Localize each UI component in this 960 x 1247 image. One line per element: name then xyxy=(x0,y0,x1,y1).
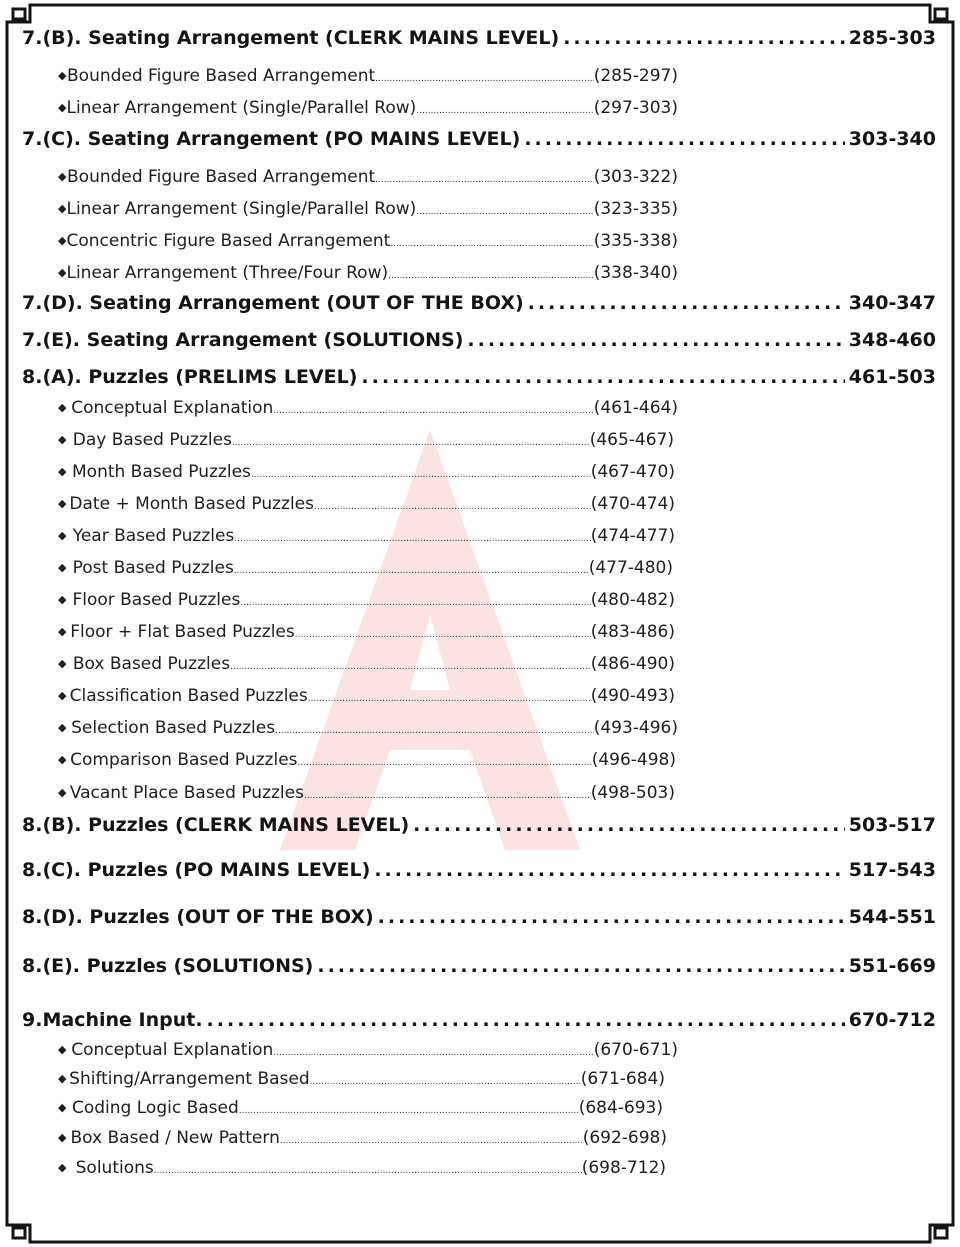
page-range: (486-490) xyxy=(590,654,675,674)
page-range: (477-480) xyxy=(588,558,673,578)
subentry-label: Classification Based Puzzles xyxy=(69,686,308,706)
subentry-label: Conceptual Explanation xyxy=(71,398,274,418)
subentry-label: Vacant Place Based Puzzles xyxy=(69,783,304,803)
toc-heading xyxy=(22,366,936,388)
dot-leader xyxy=(275,726,594,736)
toc-subentry xyxy=(58,66,678,86)
subentry-label: Box Based / New Pattern xyxy=(70,1128,280,1148)
page-range: (465-467) xyxy=(589,430,674,450)
page-range: 544-551 xyxy=(848,906,936,928)
dot-leader xyxy=(298,758,592,768)
diamond-bullet-icon: ◆ xyxy=(58,529,67,542)
diamond-bullet-icon: ◆ xyxy=(58,170,67,183)
toc-subentry xyxy=(58,750,676,770)
diamond-bullet-icon: ◆ xyxy=(58,1043,67,1056)
heading-title: (C). Puzzles (PO MAINS LEVEL) xyxy=(42,859,371,881)
subentry-label: Selection Based Puzzles xyxy=(71,718,276,738)
chapter-number: 7. xyxy=(22,329,43,351)
subentry-label: Box Based Puzzles xyxy=(72,654,231,674)
chapter-number: 8. xyxy=(22,366,43,388)
page-range: (285-297) xyxy=(593,66,678,86)
dot-leader xyxy=(234,566,589,576)
page-range: (461-464) xyxy=(593,398,678,418)
dot-leader xyxy=(154,1166,582,1176)
dot-leader xyxy=(240,598,590,608)
page-range: (490-493) xyxy=(590,686,675,706)
page-range: (338-340) xyxy=(593,263,678,283)
toc-subentry xyxy=(58,622,675,642)
toc-subentry xyxy=(58,167,678,187)
toc-heading xyxy=(22,128,936,150)
page-range: (670-671) xyxy=(593,1040,678,1060)
page-range: 670-712 xyxy=(848,1009,936,1031)
subentry-label: Linear Arrangement (Single/Parallel Row) xyxy=(66,199,417,219)
subentry-label: Conceptual Explanation xyxy=(71,1040,274,1060)
dot-leader xyxy=(230,662,591,672)
diamond-bullet-icon: ◆ xyxy=(58,202,67,215)
chapter-number: 7. xyxy=(22,27,43,49)
page-range: (698-712) xyxy=(581,1158,666,1178)
heading-title: (B). Seating Arrangement (CLERK MAINS LEVEL) xyxy=(42,27,560,49)
page-range: 285-303 xyxy=(848,27,936,49)
page-range: (323-335) xyxy=(593,199,678,219)
heading-title: (B). Puzzles (CLERK MAINS LEVEL) xyxy=(42,814,410,836)
dot-leader xyxy=(416,207,593,217)
subentry-label: Shifting/Arrangement Based xyxy=(69,1069,310,1089)
diamond-bullet-icon: ◆ xyxy=(58,101,67,114)
toc-subentry xyxy=(58,1158,666,1178)
chapter-number: 7. xyxy=(22,292,43,314)
dot-leader xyxy=(234,534,590,544)
page-range: 348-460 xyxy=(848,329,936,351)
toc-heading xyxy=(22,955,936,977)
dot-leader xyxy=(413,814,845,836)
toc-subentry xyxy=(58,526,675,546)
subentry-label: Linear Arrangement (Three/Four Row) xyxy=(66,263,389,283)
dot-leader xyxy=(295,630,591,640)
dot-leader xyxy=(207,1009,845,1031)
subentry-label: Post Based Puzzles xyxy=(72,558,234,578)
page-range: 461-503 xyxy=(848,366,936,388)
page-range: (483-486) xyxy=(590,622,675,642)
page-range: 551-669 xyxy=(848,955,936,977)
diamond-bullet-icon: ◆ xyxy=(58,69,67,82)
diamond-bullet-icon: ◆ xyxy=(58,786,67,799)
toc-subentry xyxy=(58,231,678,251)
dot-leader xyxy=(314,502,591,512)
dot-leader xyxy=(304,791,591,801)
page-range: (493-496) xyxy=(593,718,678,738)
dot-leader xyxy=(378,906,845,928)
page-range: (297-303) xyxy=(593,98,678,118)
page-range: 503-517 xyxy=(848,814,936,836)
heading-title: (D). Puzzles (OUT OF THE BOX) xyxy=(42,906,374,928)
dot-leader xyxy=(375,175,594,185)
subentry-label: Month Based Puzzles xyxy=(72,462,251,482)
dot-leader xyxy=(308,694,591,704)
diamond-bullet-icon: ◆ xyxy=(58,465,67,478)
toc-subentry xyxy=(58,654,675,674)
subentry-label: Solutions xyxy=(75,1158,154,1178)
dot-leader xyxy=(310,1077,581,1087)
subentry-label: Year Based Puzzles xyxy=(72,526,235,546)
dot-leader xyxy=(317,955,844,977)
diamond-bullet-icon: ◆ xyxy=(58,1072,67,1085)
page-range: (498-503) xyxy=(590,783,675,803)
diamond-bullet-icon: ◆ xyxy=(58,266,67,279)
dot-leader xyxy=(388,271,594,281)
subentry-label: Bounded Figure Based Arrangement xyxy=(67,167,376,187)
chapter-number: 9. xyxy=(22,1009,43,1031)
page-range: (303-322) xyxy=(593,167,678,187)
page-range: 303-340 xyxy=(848,128,936,150)
chapter-number: 8. xyxy=(22,955,43,977)
diamond-bullet-icon: ◆ xyxy=(58,1161,67,1174)
page-range: 517-543 xyxy=(848,859,936,881)
diamond-bullet-icon: ◆ xyxy=(58,1101,67,1114)
toc-heading xyxy=(22,906,936,928)
toc-heading xyxy=(22,814,936,836)
diamond-bullet-icon: ◆ xyxy=(58,401,67,414)
diamond-bullet-icon: ◆ xyxy=(58,657,67,670)
page-range: (470-474) xyxy=(590,494,675,514)
dot-leader xyxy=(524,128,844,150)
heading-title: (E). Seating Arrangement (SOLUTIONS) xyxy=(42,329,464,351)
toc-subentry xyxy=(58,398,678,418)
dot-leader xyxy=(273,406,593,416)
subentry-label: Bounded Figure Based Arrangement xyxy=(67,66,376,86)
dot-leader xyxy=(239,1106,579,1116)
dot-leader xyxy=(375,74,594,84)
toc-heading xyxy=(22,859,936,881)
toc-subentry xyxy=(58,1069,665,1089)
page-range: (467-470) xyxy=(590,462,675,482)
diamond-bullet-icon: ◆ xyxy=(58,689,67,702)
subentry-label: Comparison Based Puzzles xyxy=(70,750,298,770)
dot-leader xyxy=(273,1048,593,1058)
heading-title: (C). Seating Arrangement (PO MAINS LEVEL) xyxy=(42,128,521,150)
toc-subentry xyxy=(58,1128,667,1148)
toc-subentry xyxy=(58,263,678,283)
subentry-label: Floor Based Puzzles xyxy=(72,590,241,610)
dot-leader xyxy=(563,27,845,49)
subentry-label: Day Based Puzzles xyxy=(72,430,232,450)
heading-title: (D). Seating Arrangement (OUT OF THE BOX) xyxy=(42,292,524,314)
toc-subentry xyxy=(58,494,675,514)
toc-subentry xyxy=(58,462,675,482)
toc-subentry xyxy=(58,718,678,738)
page-range: (692-698) xyxy=(582,1128,667,1148)
toc-subentry xyxy=(58,558,673,578)
heading-title: (E). Puzzles (SOLUTIONS) xyxy=(42,955,314,977)
dot-leader xyxy=(361,366,844,388)
diamond-bullet-icon: ◆ xyxy=(58,234,67,247)
toc-subentry xyxy=(58,686,675,706)
toc-subentry xyxy=(58,430,674,450)
toc-subentry xyxy=(58,590,675,610)
diamond-bullet-icon: ◆ xyxy=(58,721,67,734)
diamond-bullet-icon: ◆ xyxy=(58,753,67,766)
dot-leader xyxy=(416,106,593,116)
page-range: (671-684) xyxy=(580,1069,665,1089)
dot-leader xyxy=(232,438,590,448)
diamond-bullet-icon: ◆ xyxy=(58,1131,67,1144)
toc-heading xyxy=(22,27,936,49)
toc-subentry xyxy=(58,1098,663,1118)
page-range: (335-338) xyxy=(593,231,678,251)
diamond-bullet-icon: ◆ xyxy=(58,593,67,606)
subentry-label: Concentric Figure Based Arrangement xyxy=(66,231,391,251)
page-range: (474-477) xyxy=(590,526,675,546)
toc-heading xyxy=(22,1009,936,1031)
diamond-bullet-icon: ◆ xyxy=(58,433,67,446)
dot-leader xyxy=(280,1136,583,1146)
toc-subentry xyxy=(58,98,678,118)
chapter-number: 7. xyxy=(22,128,43,150)
toc-heading xyxy=(22,292,936,314)
dot-leader xyxy=(390,239,593,249)
toc-subentry xyxy=(58,199,678,219)
dot-leader xyxy=(467,329,844,351)
dot-leader xyxy=(374,859,844,881)
chapter-number: 8. xyxy=(22,814,43,836)
diamond-bullet-icon: ◆ xyxy=(58,625,67,638)
heading-title: (A). Puzzles (PRELIMS LEVEL) xyxy=(42,366,358,388)
toc-subentry xyxy=(58,783,675,803)
diamond-bullet-icon: ◆ xyxy=(58,561,67,574)
chapter-number: 8. xyxy=(22,859,43,881)
subentry-label: Linear Arrangement (Single/Parallel Row) xyxy=(66,98,417,118)
subentry-label: Floor + Flat Based Puzzles xyxy=(70,622,295,642)
page-range: (480-482) xyxy=(590,590,675,610)
page-range: (496-498) xyxy=(591,750,676,770)
diamond-bullet-icon: ◆ xyxy=(58,497,67,510)
page-range: 340-347 xyxy=(848,292,936,314)
dot-leader xyxy=(251,470,591,480)
chapter-number: 8. xyxy=(22,906,43,928)
subentry-label: Coding Logic Based xyxy=(72,1098,239,1118)
heading-title: Machine Input. xyxy=(42,1009,203,1031)
toc-subentry xyxy=(58,1040,678,1060)
toc-heading xyxy=(22,329,936,351)
page-range: (684-693) xyxy=(578,1098,663,1118)
subentry-label: Date + Month Based Puzzles xyxy=(69,494,314,514)
dot-leader xyxy=(528,292,845,314)
